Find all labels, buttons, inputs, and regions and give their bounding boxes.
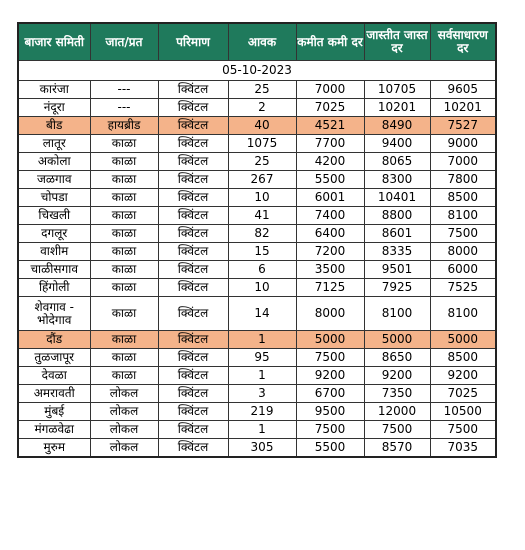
table-row (18, 117, 496, 135)
variety-cell: लोकल (90, 421, 158, 439)
max-rate-cell: 10401 (364, 189, 430, 207)
min-rate-cell: 4200 (296, 153, 364, 171)
unit-cell: क्विंटल (158, 279, 228, 297)
min-rate-cell: 6001 (296, 189, 364, 207)
unit-cell: क्विंटल (158, 261, 228, 279)
modal-rate-cell: 7035 (430, 439, 496, 458)
unit-cell: क्विंटल (158, 117, 228, 135)
market-price-table (17, 22, 497, 458)
modal-rate-cell: 7500 (430, 421, 496, 439)
header-market: बाजार समिती (18, 23, 90, 61)
variety-cell: काळा (90, 297, 158, 331)
min-rate-cell: 9200 (296, 367, 364, 385)
table-row (18, 261, 496, 279)
min-rate-cell: 5500 (296, 171, 364, 189)
min-rate-cell: 7500 (296, 349, 364, 367)
max-rate-cell: 8601 (364, 225, 430, 243)
variety-cell: लोकल (90, 385, 158, 403)
max-rate-cell: 8490 (364, 117, 430, 135)
variety-cell: काळा (90, 279, 158, 297)
table-row (18, 279, 496, 297)
unit-cell: क्विंटल (158, 207, 228, 225)
min-rate-cell: 7000 (296, 81, 364, 99)
unit-cell: क्विंटल (158, 135, 228, 153)
market-cell: अमरावती (18, 385, 90, 403)
date-row (18, 61, 496, 81)
max-rate-cell: 8300 (364, 171, 430, 189)
max-rate-cell: 8800 (364, 207, 430, 225)
header-min-rate: कमीत कमी दर (296, 23, 364, 61)
market-cell: चाळीसगाव (18, 261, 90, 279)
min-rate-cell: 6400 (296, 225, 364, 243)
variety-cell: काळा (90, 349, 158, 367)
min-rate-cell: 6700 (296, 385, 364, 403)
arrival-cell: 1075 (228, 135, 296, 153)
modal-rate-cell: 7500 (430, 225, 496, 243)
modal-rate-cell: 10201 (430, 99, 496, 117)
max-rate-cell: 7350 (364, 385, 430, 403)
variety-cell: लोकल (90, 439, 158, 458)
arrival-cell: 3 (228, 385, 296, 403)
max-rate-cell: 12000 (364, 403, 430, 421)
min-rate-cell: 7500 (296, 421, 364, 439)
unit-cell: क्विंटल (158, 367, 228, 385)
max-rate-cell: 8335 (364, 243, 430, 261)
table-row (18, 297, 496, 331)
modal-rate-cell: 5000 (430, 331, 496, 349)
table-row (18, 135, 496, 153)
modal-rate-cell: 8500 (430, 349, 496, 367)
table-row (18, 367, 496, 385)
arrival-cell: 219 (228, 403, 296, 421)
market-cell: बीड (18, 117, 90, 135)
table-row (18, 403, 496, 421)
variety-cell: काळा (90, 243, 158, 261)
market-cell: लातूर (18, 135, 90, 153)
market-cell: देवळा (18, 367, 90, 385)
date-label: 05-10-2023 (18, 61, 496, 81)
header-max-rate: जास्तीत जास्त दर (364, 23, 430, 61)
max-rate-cell: 8650 (364, 349, 430, 367)
variety-cell: --- (90, 99, 158, 117)
arrival-cell: 41 (228, 207, 296, 225)
arrival-cell: 15 (228, 243, 296, 261)
arrival-cell: 1 (228, 367, 296, 385)
min-rate-cell: 7200 (296, 243, 364, 261)
min-rate-cell: 7025 (296, 99, 364, 117)
max-rate-cell: 9501 (364, 261, 430, 279)
max-rate-cell: 10705 (364, 81, 430, 99)
modal-rate-cell: 8500 (430, 189, 496, 207)
unit-cell: क्विंटल (158, 153, 228, 171)
unit-cell: क्विंटल (158, 99, 228, 117)
market-cell: नंदूरा (18, 99, 90, 117)
header-arrival: आवक (228, 23, 296, 61)
arrival-cell: 14 (228, 297, 296, 331)
arrival-cell: 82 (228, 225, 296, 243)
market-cell: दौंड (18, 331, 90, 349)
table-row (18, 331, 496, 349)
arrival-cell: 6 (228, 261, 296, 279)
header-unit: परिमाण (158, 23, 228, 61)
market-cell: कारंजा (18, 81, 90, 99)
table-row (18, 189, 496, 207)
modal-rate-cell: 8100 (430, 297, 496, 331)
arrival-cell: 10 (228, 279, 296, 297)
modal-rate-cell: 7527 (430, 117, 496, 135)
min-rate-cell: 8000 (296, 297, 364, 331)
market-cell: चिखली (18, 207, 90, 225)
variety-cell: काळा (90, 367, 158, 385)
market-cell: शेवगाव - भोदेगाव (18, 297, 90, 331)
unit-cell: क्विंटल (158, 225, 228, 243)
arrival-cell: 305 (228, 439, 296, 458)
unit-cell: क्विंटल (158, 297, 228, 331)
header-variety: जात/प्रत (90, 23, 158, 61)
variety-cell: काळा (90, 261, 158, 279)
table-row (18, 81, 496, 99)
arrival-cell: 2 (228, 99, 296, 117)
market-cell: तुळजापूर (18, 349, 90, 367)
max-rate-cell: 8065 (364, 153, 430, 171)
unit-cell: क्विंटल (158, 349, 228, 367)
header-row (18, 23, 496, 61)
max-rate-cell: 9400 (364, 135, 430, 153)
unit-cell: क्विंटल (158, 439, 228, 458)
variety-cell: काळा (90, 331, 158, 349)
min-rate-cell: 7400 (296, 207, 364, 225)
arrival-cell: 10 (228, 189, 296, 207)
modal-rate-cell: 7000 (430, 153, 496, 171)
market-cell: मुरुम (18, 439, 90, 458)
table-row (18, 225, 496, 243)
max-rate-cell: 8100 (364, 297, 430, 331)
table-row (18, 243, 496, 261)
arrival-cell: 25 (228, 153, 296, 171)
modal-rate-cell: 8100 (430, 207, 496, 225)
modal-rate-cell: 9200 (430, 367, 496, 385)
modal-rate-cell: 7525 (430, 279, 496, 297)
market-cell: मंगळवेढा (18, 421, 90, 439)
variety-cell: काळा (90, 135, 158, 153)
unit-cell: क्विंटल (158, 331, 228, 349)
market-cell: हिंगोली (18, 279, 90, 297)
max-rate-cell: 8570 (364, 439, 430, 458)
table-row (18, 349, 496, 367)
max-rate-cell: 9200 (364, 367, 430, 385)
arrival-cell: 267 (228, 171, 296, 189)
variety-cell: हायब्रीड (90, 117, 158, 135)
min-rate-cell: 4521 (296, 117, 364, 135)
variety-cell: काळा (90, 171, 158, 189)
max-rate-cell: 5000 (364, 331, 430, 349)
arrival-cell: 95 (228, 349, 296, 367)
modal-rate-cell: 7025 (430, 385, 496, 403)
unit-cell: क्विंटल (158, 243, 228, 261)
variety-cell: लोकल (90, 403, 158, 421)
arrival-cell: 1 (228, 421, 296, 439)
market-cell: जळगाव (18, 171, 90, 189)
table-row (18, 99, 496, 117)
table-row (18, 171, 496, 189)
unit-cell: क्विंटल (158, 189, 228, 207)
market-cell: दगलूर (18, 225, 90, 243)
arrival-cell: 25 (228, 81, 296, 99)
variety-cell: --- (90, 81, 158, 99)
table-row (18, 153, 496, 171)
unit-cell: क्विंटल (158, 81, 228, 99)
min-rate-cell: 9500 (296, 403, 364, 421)
max-rate-cell: 7500 (364, 421, 430, 439)
max-rate-cell: 7925 (364, 279, 430, 297)
arrival-cell: 1 (228, 331, 296, 349)
table-row (18, 421, 496, 439)
min-rate-cell: 5000 (296, 331, 364, 349)
min-rate-cell: 7125 (296, 279, 364, 297)
modal-rate-cell: 9605 (430, 81, 496, 99)
arrival-cell: 40 (228, 117, 296, 135)
modal-rate-cell: 8000 (430, 243, 496, 261)
header-modal-rate: सर्वसाधारण दर (430, 23, 496, 61)
min-rate-cell: 3500 (296, 261, 364, 279)
modal-rate-cell: 7800 (430, 171, 496, 189)
table-row (18, 385, 496, 403)
variety-cell: काळा (90, 189, 158, 207)
variety-cell: काळा (90, 207, 158, 225)
unit-cell: क्विंटल (158, 171, 228, 189)
modal-rate-cell: 10500 (430, 403, 496, 421)
min-rate-cell: 7700 (296, 135, 364, 153)
max-rate-cell: 10201 (364, 99, 430, 117)
market-cell: मुंबई (18, 403, 90, 421)
unit-cell: क्विंटल (158, 385, 228, 403)
market-cell: चोपडा (18, 189, 90, 207)
modal-rate-cell: 6000 (430, 261, 496, 279)
unit-cell: क्विंटल (158, 421, 228, 439)
modal-rate-cell: 9000 (430, 135, 496, 153)
market-cell: वाशीम (18, 243, 90, 261)
table-row (18, 207, 496, 225)
unit-cell: क्विंटल (158, 403, 228, 421)
table-row (18, 439, 496, 458)
variety-cell: काळा (90, 225, 158, 243)
market-cell: अकोला (18, 153, 90, 171)
variety-cell: काळा (90, 153, 158, 171)
min-rate-cell: 5500 (296, 439, 364, 458)
